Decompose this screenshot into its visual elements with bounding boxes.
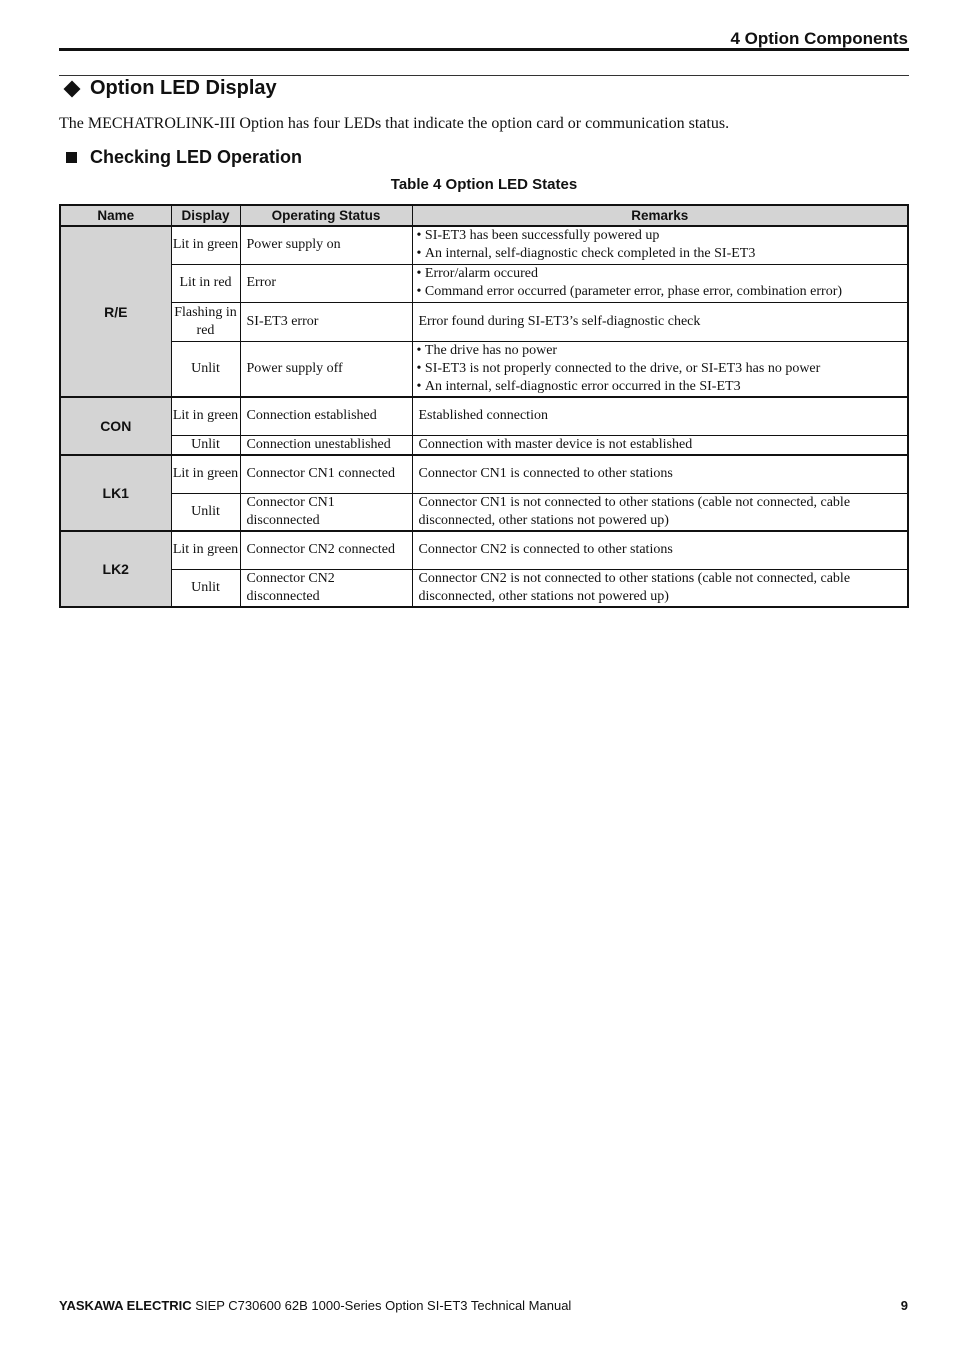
status-cell: Error — [240, 264, 412, 302]
remark-item: • Command error occurred (parameter error, phase error, combination error) — [417, 283, 902, 301]
remarks-cell: Connection with master device is not established — [412, 435, 908, 455]
display-cell: Lit in red — [171, 264, 240, 302]
chapter-header: 4 Option Components — [730, 29, 908, 48]
display-cell: Lit in green — [171, 455, 240, 493]
remarks-cell: Connector CN2 is connected to other stations — [412, 531, 908, 569]
table-row — [60, 455, 908, 493]
table-row — [60, 531, 908, 569]
subsection-heading — [66, 147, 302, 168]
led-name-lk2: LK2 — [60, 531, 171, 607]
remarks-cell — [412, 226, 908, 264]
table-row — [60, 264, 908, 302]
remarks-cell — [412, 264, 908, 302]
section-title: Option LED Display — [90, 77, 277, 99]
table-row — [60, 569, 908, 607]
status-cell: Connection unestablished — [240, 435, 412, 455]
display-cell: Unlit — [171, 569, 240, 607]
status-cell: SI-ET3 error — [240, 302, 412, 341]
column-header-remarks: Remarks — [412, 205, 908, 226]
led-name-lk1: LK1 — [60, 455, 171, 531]
page-number: 9 — [900, 1298, 908, 1313]
subsection-title: Checking LED Operation — [90, 147, 303, 167]
intro-paragraph: The MECHATROLINK-III Option has four LEDs that indicate the option card or communication status. — [59, 115, 730, 132]
column-header-display: Display — [171, 205, 240, 226]
status-cell: Connector CN2 connected — [240, 531, 412, 569]
remarks-cell — [412, 341, 908, 397]
remark-item: • The drive has no power — [417, 342, 902, 360]
table-row — [60, 341, 908, 397]
display-cell: Flashing in red — [171, 302, 240, 341]
display-cell: Unlit — [171, 493, 240, 531]
remarks-cell: Established connection — [412, 397, 908, 435]
remarks-cell: Connector CN1 is not connected to other stations (cable not connected, cable disconnected, other stations not powered up) — [412, 493, 908, 531]
table-row — [60, 435, 908, 455]
display-cell: Lit in green — [171, 397, 240, 435]
header-rule — [59, 48, 909, 51]
status-cell: Connector CN2 disconnected — [240, 569, 412, 607]
table-row — [60, 302, 908, 341]
remarks-cell: Error found during SI-ET3’s self-diagnostic check — [412, 302, 908, 341]
remarks-cell: Connector CN2 is not connected to other stations (cable not connected, cable disconnected, other stations not powered up) — [412, 569, 908, 607]
column-header-name: Name — [60, 205, 171, 226]
table-row — [60, 397, 908, 435]
table-header-row — [60, 205, 908, 226]
table-caption: Table 4 Option LED States — [390, 176, 578, 193]
display-cell: Lit in green — [171, 531, 240, 569]
display-cell: Unlit — [171, 341, 240, 397]
footer-document-info — [59, 1298, 571, 1313]
remark-item: • SI-ET3 has been successfully powered up — [417, 227, 902, 245]
square-bullet-icon — [66, 152, 77, 163]
section-rule — [59, 75, 909, 76]
status-cell: Connector CN1 connected — [240, 455, 412, 493]
display-cell: Unlit — [171, 435, 240, 455]
led-states-table — [59, 204, 909, 608]
remark-item: • An internal, self-diagnostic error occurred in the SI-ET3 — [417, 378, 902, 396]
remark-item: • SI-ET3 is not properly connected to the drive, or SI-ET3 has no power — [417, 360, 902, 378]
table-row — [60, 493, 908, 531]
section-heading — [63, 77, 277, 100]
status-cell: Power supply on — [240, 226, 412, 264]
diamond-bullet-icon — [64, 80, 81, 97]
footer-brand: YASKAWA ELECTRIC — [59, 1298, 192, 1313]
status-cell: Connection established — [240, 397, 412, 435]
footer-doc-title: SIEP C730600 62B 1000-Series Option SI-ET3 Technical Manual — [195, 1298, 572, 1313]
remarks-cell: Connector CN1 is connected to other stations — [412, 455, 908, 493]
led-name-con: CON — [60, 397, 171, 455]
display-cell: Lit in green — [171, 226, 240, 264]
column-header-operating-status: Operating Status — [240, 205, 412, 226]
remark-item: • Error/alarm occured — [417, 265, 902, 283]
status-cell: Connector CN1 disconnected — [240, 493, 412, 531]
led-name-re: R/E — [60, 226, 171, 397]
table-row — [60, 226, 908, 264]
remark-item: • An internal, self-diagnostic check completed in the SI-ET3 — [417, 245, 902, 263]
status-cell: Power supply off — [240, 341, 412, 397]
